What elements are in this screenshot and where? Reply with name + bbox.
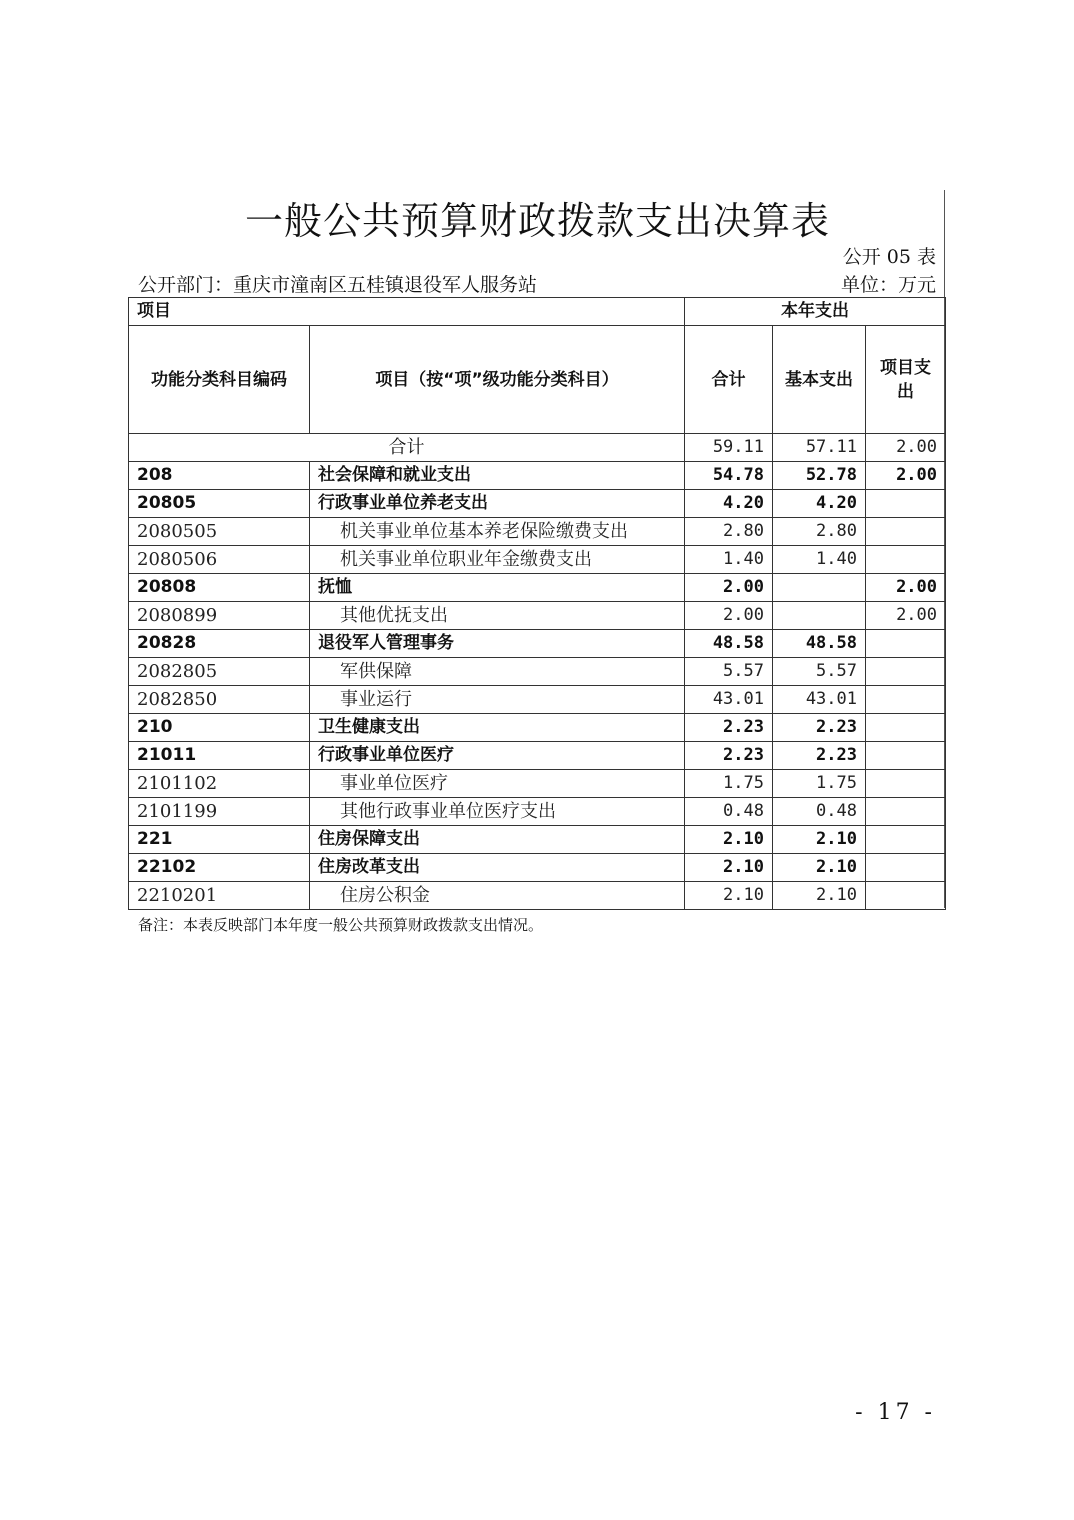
row-project — [866, 770, 946, 798]
row-total: 2.10 — [685, 854, 773, 882]
row-total: 43.01 — [685, 686, 773, 714]
row-basic — [773, 602, 866, 630]
table-row — [129, 518, 946, 546]
unit-label: 单位：万元 — [840, 274, 936, 296]
table-row — [129, 770, 946, 798]
row-project — [866, 826, 946, 854]
row-basic: 5.57 — [773, 658, 866, 686]
total-basic: 57.11 — [773, 434, 866, 462]
table-row — [129, 882, 946, 910]
table-row — [129, 742, 946, 770]
table-row — [129, 854, 946, 882]
row-name: 机关事业单位职业年金缴费支出 — [310, 546, 685, 574]
row-project — [866, 798, 946, 826]
table-row — [129, 714, 946, 742]
row-total: 1.75 — [685, 770, 773, 798]
row-code: 20805 — [129, 490, 310, 518]
header-row-columns — [129, 326, 946, 434]
total-row — [129, 434, 946, 462]
row-code: 21011 — [129, 742, 310, 770]
row-basic: 43.01 — [773, 686, 866, 714]
row-code: 20828 — [129, 630, 310, 658]
total-project: 2.00 — [866, 434, 946, 462]
table-row — [129, 546, 946, 574]
row-project — [866, 686, 946, 714]
page-number: - 17 - — [855, 1400, 936, 1425]
row-project: 2.00 — [866, 574, 946, 602]
row-code: 210 — [129, 714, 310, 742]
row-project — [866, 742, 946, 770]
row-total: 2.80 — [685, 518, 773, 546]
row-name: 行政事业单位养老支出 — [310, 490, 685, 518]
row-code: 2210201 — [129, 882, 310, 910]
row-basic: 52.78 — [773, 462, 866, 490]
row-name: 卫生健康支出 — [310, 714, 685, 742]
row-total: 0.48 — [685, 798, 773, 826]
page-title: 一般公共预算财政拨款支出决算表 — [244, 199, 830, 243]
row-total: 2.00 — [685, 574, 773, 602]
row-code: 2101102 — [129, 770, 310, 798]
total-label: 合计 — [129, 434, 685, 462]
table-row — [129, 658, 946, 686]
row-name: 住房保障支出 — [310, 826, 685, 854]
header-code: 功能分类科目编码 — [129, 326, 310, 434]
row-name: 事业单位医疗 — [310, 770, 685, 798]
row-project: 2.00 — [866, 462, 946, 490]
header-current-year: 本年支出 — [685, 298, 946, 326]
row-name: 住房公积金 — [310, 882, 685, 910]
table-row — [129, 462, 946, 490]
row-name: 社会保障和就业支出 — [310, 462, 685, 490]
row-basic: 2.23 — [773, 714, 866, 742]
row-name: 其他行政事业单位医疗支出 — [310, 798, 685, 826]
row-total: 2.10 — [685, 826, 773, 854]
row-project — [866, 882, 946, 910]
row-code: 2080505 — [129, 518, 310, 546]
row-basic: 2.23 — [773, 742, 866, 770]
table-number: 公开 05 表 — [842, 246, 936, 268]
table-row — [129, 490, 946, 518]
row-total: 2.10 — [685, 882, 773, 910]
row-total: 54.78 — [685, 462, 773, 490]
row-basic: 2.10 — [773, 826, 866, 854]
table-row — [129, 826, 946, 854]
row-project — [866, 714, 946, 742]
row-name: 住房改革支出 — [310, 854, 685, 882]
total-sum: 59.11 — [685, 434, 773, 462]
table-row — [129, 686, 946, 714]
row-basic: 2.10 — [773, 854, 866, 882]
row-total: 48.58 — [685, 630, 773, 658]
row-code: 2080899 — [129, 602, 310, 630]
table-note: 备注：本表反映部门本年度一般公共预算财政拨款支出情况。 — [138, 916, 544, 934]
row-project — [866, 854, 946, 882]
row-basic: 48.58 — [773, 630, 866, 658]
row-project: 2.00 — [866, 602, 946, 630]
row-basic — [773, 574, 866, 602]
row-name: 抚恤 — [310, 574, 685, 602]
row-code: 208 — [129, 462, 310, 490]
row-total: 2.23 — [685, 714, 773, 742]
department-label: 公开部门：重庆市潼南区五桂镇退役军人服务站 — [138, 274, 538, 296]
row-project — [866, 490, 946, 518]
row-code: 2101199 — [129, 798, 310, 826]
row-project — [866, 518, 946, 546]
row-project — [866, 546, 946, 574]
table-row — [129, 602, 946, 630]
table-row — [129, 798, 946, 826]
row-name: 事业运行 — [310, 686, 685, 714]
row-basic: 2.10 — [773, 882, 866, 910]
row-name: 机关事业单位基本养老保险缴费支出 — [310, 518, 685, 546]
row-basic: 4.20 — [773, 490, 866, 518]
row-basic: 1.75 — [773, 770, 866, 798]
row-total: 4.20 — [685, 490, 773, 518]
row-project — [866, 658, 946, 686]
header-row-top — [129, 298, 946, 326]
budget-table — [128, 297, 946, 910]
header-item: 项目（按“项”级功能分类科目） — [310, 326, 685, 434]
row-total: 2.23 — [685, 742, 773, 770]
row-basic: 2.80 — [773, 518, 866, 546]
row-name: 退役军人管理事务 — [310, 630, 685, 658]
table-row — [129, 574, 946, 602]
row-name: 军供保障 — [310, 658, 685, 686]
row-name: 其他优抚支出 — [310, 602, 685, 630]
table-row — [129, 630, 946, 658]
row-basic: 0.48 — [773, 798, 866, 826]
row-total: 1.40 — [685, 546, 773, 574]
row-total: 2.00 — [685, 602, 773, 630]
row-code: 22102 — [129, 854, 310, 882]
row-name: 行政事业单位医疗 — [310, 742, 685, 770]
row-code: 2080506 — [129, 546, 310, 574]
row-basic: 1.40 — [773, 546, 866, 574]
row-code: 2082805 — [129, 658, 310, 686]
row-code: 2082850 — [129, 686, 310, 714]
row-total: 5.57 — [685, 658, 773, 686]
header-basic: 基本支出 — [773, 326, 866, 434]
header-project-expense: 项目支出 — [866, 326, 946, 434]
row-project — [866, 630, 946, 658]
header-project: 项目 — [129, 298, 685, 326]
row-code: 221 — [129, 826, 310, 854]
row-code: 20808 — [129, 574, 310, 602]
header-total: 合计 — [685, 326, 773, 434]
